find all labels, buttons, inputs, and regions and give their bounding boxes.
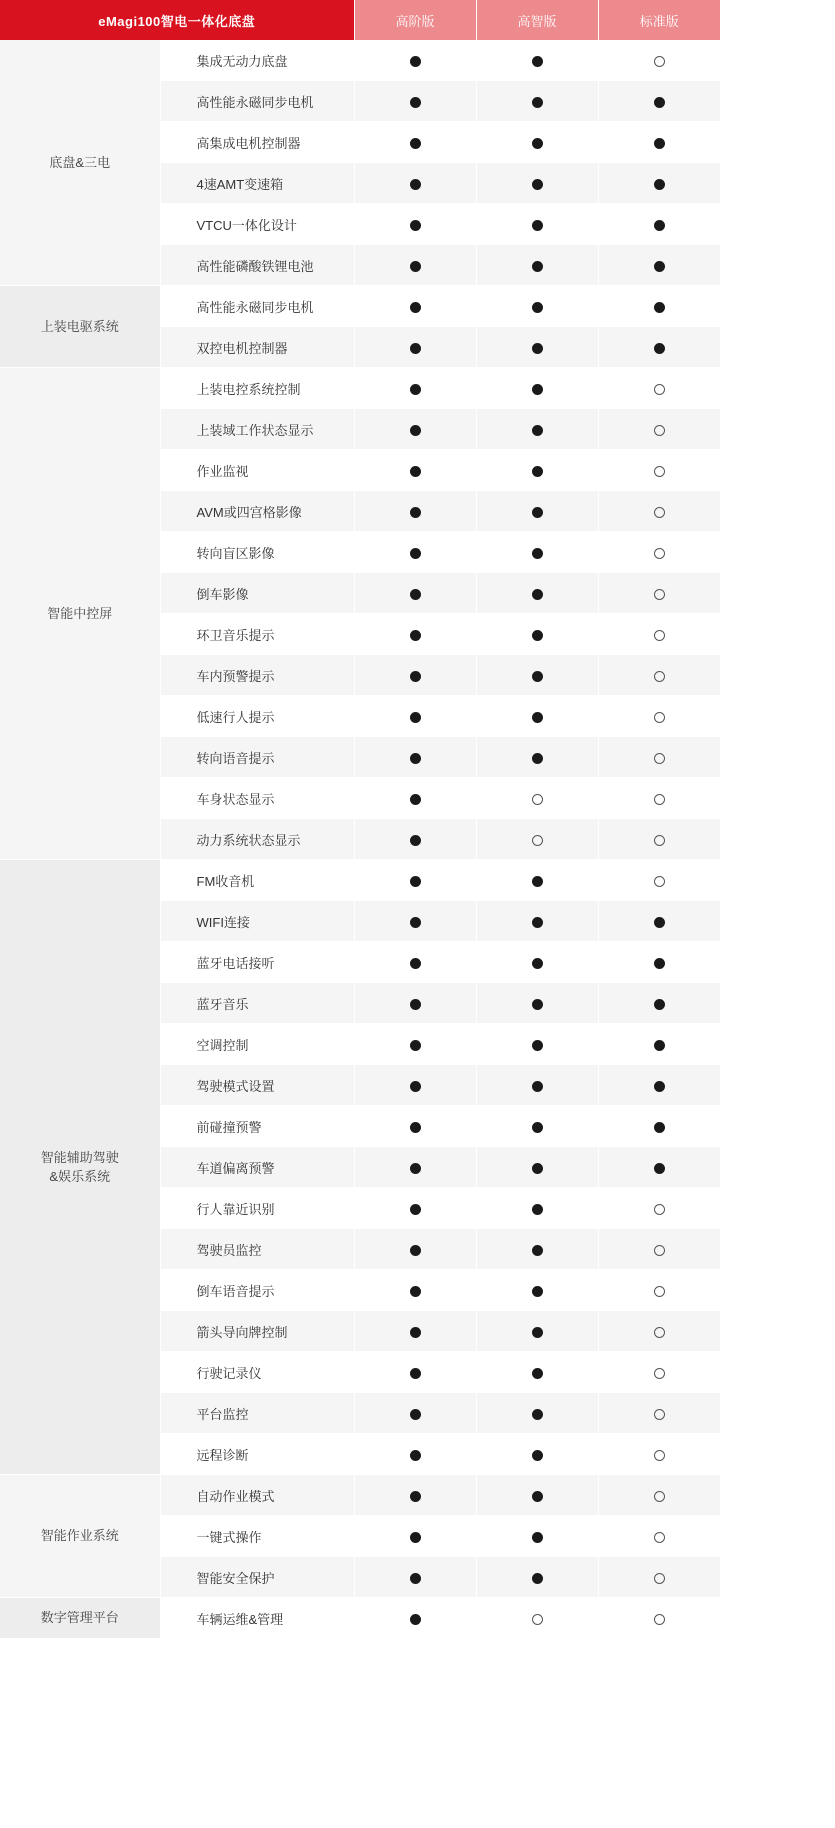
availability-cell bbox=[354, 696, 476, 737]
standard-dot-icon bbox=[410, 630, 421, 641]
standard-dot-icon bbox=[532, 1040, 543, 1051]
optional-circle-icon bbox=[654, 876, 665, 887]
availability-cell bbox=[354, 245, 476, 286]
feature-label: FM收音机 bbox=[160, 860, 354, 901]
standard-dot-icon bbox=[532, 179, 543, 190]
availability-cell bbox=[354, 860, 476, 901]
availability-cell bbox=[354, 901, 476, 942]
standard-dot-icon bbox=[532, 1204, 543, 1215]
availability-cell bbox=[476, 286, 598, 327]
availability-cell bbox=[354, 1270, 476, 1311]
optional-circle-icon bbox=[654, 507, 665, 518]
feature-label: 低速行人提示 bbox=[160, 696, 354, 737]
feature-label: 作业监视 bbox=[160, 450, 354, 491]
group-label: 智能辅助驾驶 &娱乐系统 bbox=[0, 860, 160, 1475]
availability-cell bbox=[598, 122, 720, 163]
availability-cell bbox=[598, 1393, 720, 1434]
feature-label: 双控电机控制器 bbox=[160, 327, 354, 368]
standard-dot-icon bbox=[410, 1409, 421, 1420]
standard-dot-icon bbox=[532, 712, 543, 723]
optional-circle-icon bbox=[654, 548, 665, 559]
standard-dot-icon bbox=[532, 1245, 543, 1256]
standard-dot-icon bbox=[532, 1450, 543, 1461]
table-row bbox=[0, 368, 720, 409]
availability-cell bbox=[598, 450, 720, 491]
standard-dot-icon bbox=[654, 1122, 665, 1133]
standard-dot-icon bbox=[410, 1491, 421, 1502]
optional-circle-icon bbox=[654, 1532, 665, 1543]
availability-cell bbox=[476, 532, 598, 573]
availability-cell bbox=[354, 819, 476, 860]
standard-dot-icon bbox=[532, 425, 543, 436]
availability-cell bbox=[354, 942, 476, 983]
standard-dot-icon bbox=[410, 1204, 421, 1215]
standard-dot-icon bbox=[532, 56, 543, 67]
standard-dot-icon bbox=[654, 1040, 665, 1051]
standard-dot-icon bbox=[532, 999, 543, 1010]
standard-dot-icon bbox=[410, 302, 421, 313]
availability-cell bbox=[476, 450, 598, 491]
availability-cell bbox=[598, 1475, 720, 1516]
availability-cell bbox=[598, 614, 720, 655]
column-header-trim-2: 高智版 bbox=[476, 0, 598, 40]
availability-cell bbox=[598, 819, 720, 860]
availability-cell bbox=[598, 983, 720, 1024]
feature-label: 动力系统状态显示 bbox=[160, 819, 354, 860]
standard-dot-icon bbox=[410, 917, 421, 928]
availability-cell bbox=[598, 901, 720, 942]
availability-cell bbox=[354, 1147, 476, 1188]
optional-circle-icon bbox=[654, 835, 665, 846]
optional-circle-icon bbox=[654, 1245, 665, 1256]
availability-cell bbox=[476, 245, 598, 286]
availability-cell bbox=[354, 1516, 476, 1557]
standard-dot-icon bbox=[532, 958, 543, 969]
standard-dot-icon bbox=[532, 343, 543, 354]
availability-cell bbox=[598, 81, 720, 122]
availability-cell bbox=[476, 1065, 598, 1106]
optional-circle-icon bbox=[654, 1368, 665, 1379]
standard-dot-icon bbox=[654, 179, 665, 190]
availability-cell bbox=[598, 573, 720, 614]
availability-cell bbox=[598, 1188, 720, 1229]
availability-cell bbox=[476, 327, 598, 368]
standard-dot-icon bbox=[410, 1327, 421, 1338]
feature-label: 箭头导向牌控制 bbox=[160, 1311, 354, 1352]
standard-dot-icon bbox=[532, 1491, 543, 1502]
availability-cell bbox=[598, 1024, 720, 1065]
group-label: 数字管理平台 bbox=[0, 1598, 160, 1639]
standard-dot-icon bbox=[532, 548, 543, 559]
standard-dot-icon bbox=[654, 138, 665, 149]
availability-cell bbox=[354, 614, 476, 655]
standard-dot-icon bbox=[532, 1532, 543, 1543]
availability-cell bbox=[476, 1598, 598, 1639]
feature-label: 车身状态显示 bbox=[160, 778, 354, 819]
standard-dot-icon bbox=[410, 958, 421, 969]
availability-cell bbox=[476, 1024, 598, 1065]
availability-cell bbox=[598, 204, 720, 245]
availability-cell bbox=[476, 491, 598, 532]
feature-label: 高性能永磁同步电机 bbox=[160, 81, 354, 122]
standard-dot-icon bbox=[654, 261, 665, 272]
table-row bbox=[0, 860, 720, 901]
availability-cell bbox=[598, 778, 720, 819]
availability-cell bbox=[354, 573, 476, 614]
feature-label: 车道偏离预警 bbox=[160, 1147, 354, 1188]
standard-dot-icon bbox=[654, 343, 665, 354]
availability-cell bbox=[598, 1229, 720, 1270]
availability-cell bbox=[476, 737, 598, 778]
availability-cell bbox=[476, 819, 598, 860]
availability-cell bbox=[598, 1434, 720, 1475]
availability-cell bbox=[598, 163, 720, 204]
standard-dot-icon bbox=[410, 466, 421, 477]
availability-cell bbox=[476, 1229, 598, 1270]
standard-dot-icon bbox=[654, 958, 665, 969]
optional-circle-icon bbox=[532, 794, 543, 805]
standard-dot-icon bbox=[410, 507, 421, 518]
availability-cell bbox=[354, 1065, 476, 1106]
feature-label: 自动作业模式 bbox=[160, 1475, 354, 1516]
availability-cell bbox=[354, 1434, 476, 1475]
standard-dot-icon bbox=[532, 876, 543, 887]
availability-cell bbox=[476, 1147, 598, 1188]
standard-dot-icon bbox=[410, 179, 421, 190]
group-label: 上装电驱系统 bbox=[0, 286, 160, 368]
standard-dot-icon bbox=[532, 220, 543, 231]
feature-label: 转向盲区影像 bbox=[160, 532, 354, 573]
feature-label: VTCU一体化设计 bbox=[160, 204, 354, 245]
availability-cell bbox=[476, 1475, 598, 1516]
table-title: eMagi100智电一体化底盘 bbox=[0, 0, 354, 40]
feature-label: 车内预警提示 bbox=[160, 655, 354, 696]
feature-label: 高性能磷酸铁锂电池 bbox=[160, 245, 354, 286]
table-body bbox=[0, 40, 720, 1639]
feature-label: WIFI连接 bbox=[160, 901, 354, 942]
availability-cell bbox=[354, 655, 476, 696]
availability-cell bbox=[476, 1311, 598, 1352]
availability-cell bbox=[354, 327, 476, 368]
feature-label: 车辆运维&管理 bbox=[160, 1598, 354, 1639]
feature-label: 一键式操作 bbox=[160, 1516, 354, 1557]
standard-dot-icon bbox=[532, 138, 543, 149]
availability-cell bbox=[354, 204, 476, 245]
availability-cell bbox=[354, 1475, 476, 1516]
optional-circle-icon bbox=[654, 1327, 665, 1338]
availability-cell bbox=[476, 655, 598, 696]
feature-label: 倒车影像 bbox=[160, 573, 354, 614]
optional-circle-icon bbox=[654, 712, 665, 723]
standard-dot-icon bbox=[410, 1573, 421, 1584]
optional-circle-icon bbox=[654, 794, 665, 805]
availability-cell bbox=[476, 901, 598, 942]
standard-dot-icon bbox=[410, 835, 421, 846]
standard-dot-icon bbox=[410, 384, 421, 395]
standard-dot-icon bbox=[532, 1286, 543, 1297]
availability-cell bbox=[598, 1557, 720, 1598]
availability-cell bbox=[598, 491, 720, 532]
standard-dot-icon bbox=[410, 56, 421, 67]
feature-label: 蓝牙电话接听 bbox=[160, 942, 354, 983]
standard-dot-icon bbox=[410, 1122, 421, 1133]
standard-dot-icon bbox=[410, 589, 421, 600]
optional-circle-icon bbox=[654, 589, 665, 600]
availability-cell bbox=[598, 40, 720, 81]
feature-label: 驾驶模式设置 bbox=[160, 1065, 354, 1106]
standard-dot-icon bbox=[410, 261, 421, 272]
availability-cell bbox=[354, 163, 476, 204]
availability-cell bbox=[598, 1598, 720, 1639]
optional-circle-icon bbox=[654, 1573, 665, 1584]
feature-label: 空调控制 bbox=[160, 1024, 354, 1065]
feature-label: 前碰撞预警 bbox=[160, 1106, 354, 1147]
availability-cell bbox=[476, 163, 598, 204]
standard-dot-icon bbox=[410, 794, 421, 805]
table-row bbox=[0, 1475, 720, 1516]
standard-dot-icon bbox=[532, 1368, 543, 1379]
availability-cell bbox=[354, 778, 476, 819]
group-label: 底盘&三电 bbox=[0, 40, 160, 286]
feature-label: 转向语音提示 bbox=[160, 737, 354, 778]
feature-label: 4速AMT变速箱 bbox=[160, 163, 354, 204]
standard-dot-icon bbox=[654, 999, 665, 1010]
standard-dot-icon bbox=[410, 548, 421, 559]
optional-circle-icon bbox=[654, 425, 665, 436]
availability-cell bbox=[476, 614, 598, 655]
availability-cell bbox=[476, 778, 598, 819]
standard-dot-icon bbox=[410, 1245, 421, 1256]
standard-dot-icon bbox=[410, 1614, 421, 1625]
header-row bbox=[0, 0, 720, 40]
availability-cell bbox=[476, 1106, 598, 1147]
availability-cell bbox=[354, 737, 476, 778]
availability-cell bbox=[476, 122, 598, 163]
availability-cell bbox=[598, 286, 720, 327]
standard-dot-icon bbox=[532, 1327, 543, 1338]
availability-cell bbox=[354, 1598, 476, 1639]
availability-cell bbox=[476, 983, 598, 1024]
availability-cell bbox=[598, 860, 720, 901]
standard-dot-icon bbox=[532, 507, 543, 518]
standard-dot-icon bbox=[410, 343, 421, 354]
standard-dot-icon bbox=[410, 999, 421, 1010]
feature-label: 智能安全保护 bbox=[160, 1557, 354, 1598]
availability-cell bbox=[476, 1188, 598, 1229]
availability-cell bbox=[354, 122, 476, 163]
standard-dot-icon bbox=[654, 302, 665, 313]
optional-circle-icon bbox=[654, 1491, 665, 1502]
availability-cell bbox=[354, 450, 476, 491]
availability-cell bbox=[354, 532, 476, 573]
column-header-trim-3: 标准版 bbox=[598, 0, 720, 40]
optional-circle-icon bbox=[654, 1450, 665, 1461]
feature-label: 驾驶员监控 bbox=[160, 1229, 354, 1270]
standard-dot-icon bbox=[654, 1163, 665, 1174]
availability-cell bbox=[354, 1557, 476, 1598]
standard-dot-icon bbox=[532, 589, 543, 600]
standard-dot-icon bbox=[410, 671, 421, 682]
standard-dot-icon bbox=[410, 1040, 421, 1051]
availability-cell bbox=[476, 409, 598, 450]
standard-dot-icon bbox=[410, 138, 421, 149]
standard-dot-icon bbox=[532, 1122, 543, 1133]
availability-cell bbox=[476, 1434, 598, 1475]
standard-dot-icon bbox=[410, 1081, 421, 1092]
standard-dot-icon bbox=[532, 466, 543, 477]
standard-dot-icon bbox=[410, 753, 421, 764]
availability-cell bbox=[598, 409, 720, 450]
optional-circle-icon bbox=[654, 56, 665, 67]
table-row bbox=[0, 286, 720, 327]
feature-label: 集成无动力底盘 bbox=[160, 40, 354, 81]
optional-circle-icon bbox=[654, 384, 665, 395]
column-header-trim-1: 高阶版 bbox=[354, 0, 476, 40]
standard-dot-icon bbox=[532, 384, 543, 395]
availability-cell bbox=[476, 1516, 598, 1557]
availability-cell bbox=[476, 204, 598, 245]
optional-circle-icon bbox=[654, 1409, 665, 1420]
standard-dot-icon bbox=[532, 753, 543, 764]
standard-dot-icon bbox=[410, 1532, 421, 1543]
availability-cell bbox=[476, 942, 598, 983]
standard-dot-icon bbox=[410, 425, 421, 436]
standard-dot-icon bbox=[654, 1081, 665, 1092]
standard-dot-icon bbox=[410, 220, 421, 231]
feature-label: 高集成电机控制器 bbox=[160, 122, 354, 163]
optional-circle-icon bbox=[654, 753, 665, 764]
availability-cell bbox=[354, 1229, 476, 1270]
standard-dot-icon bbox=[532, 97, 543, 108]
availability-cell bbox=[476, 573, 598, 614]
availability-cell bbox=[476, 1557, 598, 1598]
standard-dot-icon bbox=[532, 1409, 543, 1420]
availability-cell bbox=[598, 1270, 720, 1311]
feature-label: 远程诊断 bbox=[160, 1434, 354, 1475]
availability-cell bbox=[354, 1311, 476, 1352]
availability-cell bbox=[354, 1106, 476, 1147]
availability-cell bbox=[598, 532, 720, 573]
availability-cell bbox=[598, 942, 720, 983]
availability-cell bbox=[354, 1188, 476, 1229]
group-label: 智能作业系统 bbox=[0, 1475, 160, 1598]
table-row bbox=[0, 1598, 720, 1639]
availability-cell bbox=[598, 1147, 720, 1188]
standard-dot-icon bbox=[410, 1286, 421, 1297]
availability-cell bbox=[598, 1352, 720, 1393]
availability-cell bbox=[476, 1393, 598, 1434]
standard-dot-icon bbox=[532, 630, 543, 641]
optional-circle-icon bbox=[654, 1614, 665, 1625]
optional-circle-icon bbox=[654, 466, 665, 477]
feature-label: 高性能永磁同步电机 bbox=[160, 286, 354, 327]
standard-dot-icon bbox=[410, 97, 421, 108]
standard-dot-icon bbox=[654, 97, 665, 108]
availability-cell bbox=[354, 983, 476, 1024]
availability-cell bbox=[354, 1393, 476, 1434]
table-row bbox=[0, 40, 720, 81]
optional-circle-icon bbox=[532, 835, 543, 846]
availability-cell bbox=[598, 368, 720, 409]
group-label: 智能中控屏 bbox=[0, 368, 160, 860]
availability-cell bbox=[598, 696, 720, 737]
availability-cell bbox=[476, 40, 598, 81]
availability-cell bbox=[354, 409, 476, 450]
availability-cell bbox=[476, 368, 598, 409]
availability-cell bbox=[476, 696, 598, 737]
availability-cell bbox=[354, 1024, 476, 1065]
availability-cell bbox=[598, 737, 720, 778]
availability-cell bbox=[354, 286, 476, 327]
availability-cell bbox=[476, 81, 598, 122]
feature-label: 行驶记录仪 bbox=[160, 1352, 354, 1393]
standard-dot-icon bbox=[410, 1163, 421, 1174]
standard-dot-icon bbox=[654, 917, 665, 928]
standard-dot-icon bbox=[532, 261, 543, 272]
availability-cell bbox=[598, 655, 720, 696]
availability-cell bbox=[354, 1352, 476, 1393]
availability-cell bbox=[598, 1106, 720, 1147]
feature-label: 行人靠近识别 bbox=[160, 1188, 354, 1229]
availability-cell bbox=[476, 1270, 598, 1311]
optional-circle-icon bbox=[654, 630, 665, 641]
feature-label: AVM或四宫格影像 bbox=[160, 491, 354, 532]
availability-cell bbox=[354, 491, 476, 532]
standard-dot-icon bbox=[410, 1450, 421, 1461]
optional-circle-icon bbox=[654, 1286, 665, 1297]
availability-cell bbox=[476, 1352, 598, 1393]
optional-circle-icon bbox=[654, 671, 665, 682]
availability-cell bbox=[598, 1516, 720, 1557]
feature-label: 倒车语音提示 bbox=[160, 1270, 354, 1311]
optional-circle-icon bbox=[532, 1614, 543, 1625]
standard-dot-icon bbox=[532, 917, 543, 928]
availability-cell bbox=[354, 81, 476, 122]
feature-label: 上装域工作状态显示 bbox=[160, 409, 354, 450]
standard-dot-icon bbox=[410, 1368, 421, 1379]
standard-dot-icon bbox=[532, 671, 543, 682]
standard-dot-icon bbox=[654, 220, 665, 231]
availability-cell bbox=[598, 245, 720, 286]
availability-cell bbox=[354, 40, 476, 81]
availability-cell bbox=[354, 368, 476, 409]
standard-dot-icon bbox=[532, 1081, 543, 1092]
availability-cell bbox=[598, 1311, 720, 1352]
table-header bbox=[0, 0, 720, 40]
standard-dot-icon bbox=[410, 712, 421, 723]
feature-label: 上装电控系统控制 bbox=[160, 368, 354, 409]
availability-cell bbox=[476, 860, 598, 901]
standard-dot-icon bbox=[532, 302, 543, 313]
availability-cell bbox=[598, 327, 720, 368]
standard-dot-icon bbox=[532, 1573, 543, 1584]
feature-label: 平台监控 bbox=[160, 1393, 354, 1434]
feature-label: 环卫音乐提示 bbox=[160, 614, 354, 655]
standard-dot-icon bbox=[532, 1163, 543, 1174]
availability-cell bbox=[598, 1065, 720, 1106]
standard-dot-icon bbox=[410, 876, 421, 887]
feature-label: 蓝牙音乐 bbox=[160, 983, 354, 1024]
optional-circle-icon bbox=[654, 1204, 665, 1215]
